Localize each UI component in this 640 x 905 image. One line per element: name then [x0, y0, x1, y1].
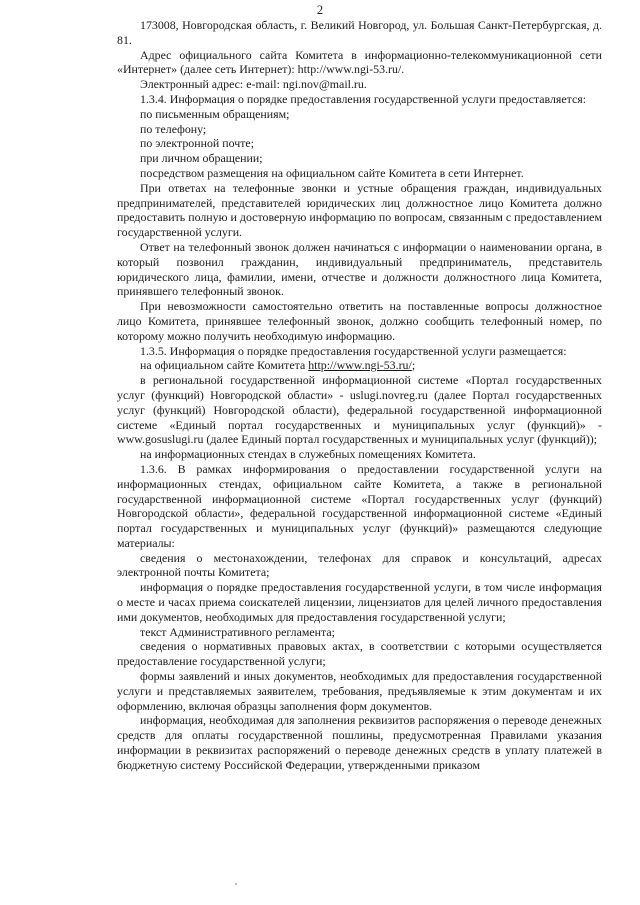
- list-item: текст Административного регламента;: [140, 624, 335, 639]
- document-body: [117, 18, 602, 773]
- list-item: формы заявлений и иных документов, необходимых для предоставления государственной услуги и представляемых заявителем, требования, предъявляемые к этим документам и их оформлению, включая образцы заполнения форм документов.: [117, 669, 602, 713]
- list-item: на информационных стендах в служебных помещениях Комитета.: [140, 447, 476, 462]
- list-item: по письменным обращениям;: [140, 106, 290, 121]
- email-address: Электронный адрес: e-mail: ngi.nov@mail.ru.: [140, 77, 367, 92]
- section-1-3-5: 1.3.5. Информация о порядке предоставления государственной услуги размещается:: [140, 343, 567, 358]
- section-1-3-4: 1.3.4. Информация о порядке предоставления государственной услуги предоставляется:: [140, 91, 587, 106]
- list-item: по телефону;: [140, 121, 207, 136]
- list-item: в региональной государственной информационной системе «Портал государственных услуг (функций) Новгородской области» - uslugi.novreg.ru (далее Портал государственных услуг (функций) Новгородской области), федеральной государственной информационной системе «Единый портал государственных и муниципальных услуг (функций)» - www.gosuslugi.ru (далее Единый портал государственных и муниципальных услуг (функций));: [117, 373, 602, 447]
- scan-speck: [235, 883, 237, 885]
- site-item-prefix: на официальном сайте Комитета: [140, 358, 309, 373]
- list-item: информация, необходимая для заполнения реквизитов распоряжения о переводе денежных средств для оплаты государственной пошлины, предусмотренная Правилами указания информации в реквизитах распоряжений о переводе денежных средств в уплату платежей в бюджетную систему Российской Федерации, утвержденными приказом: [117, 713, 602, 772]
- page-number: 2: [316, 3, 324, 17]
- section-1-3-6: 1.3.6. В рамках информирования о предоставлении государственной услуги на информационных стендах, официальном сайте Комитета, а также в региональной государственной информационной системе «Портал государственных услуг (функций) Новгородской области», федеральной государственной информационной системе «Единый портал государственных и муниципальных услуг (функций)» размещаются следующие материалы:: [117, 461, 602, 550]
- list-item: сведения о нормативных правовых актах, в соответствии с которыми осуществляется предоставление государственной услуги;: [117, 639, 602, 669]
- site-list-item: [117, 358, 602, 373]
- paragraph: При ответах на телефонные звонки и устные обращения граждан, индивидуальных предпринимателей, представителей юридических лиц должностное лицо Комитета должно предоставить полную и достоверную информацию по вопросам, связанным с предоставлением государственной услуги.: [117, 180, 602, 240]
- postal-address: 173008, Новгородская область, г. Великий Новгород, ул. Большая Санкт-Петербургская, д. 81.: [117, 18, 602, 47]
- paragraph: Ответ на телефонный звонок должен начинаться с информации о наименовании органа, в который позвонил гражданин, индивидуальный предприниматель, представитель юридического лица, фамилии, имени, отчестве и должности должностного лица Комитета, принявшего телефонный звонок.: [117, 239, 602, 299]
- site-item-suffix: ;: [411, 358, 416, 373]
- list-item: информация о порядке предоставления государственной услуги, в том числе информация о месте и часах приема соискателей лицензии, лицензиатов для целей личного предоставления ими документов, необходимых для предоставления государственной услуги;: [117, 580, 602, 624]
- list-item: при личном обращении;: [140, 151, 263, 166]
- paragraph: При невозможности самостоятельно ответить на поставленные вопросы должностное лицо Комитета, принявшее телефонный звонок, должно сообщить телефонный номер, по которому можно получить необходимую информацию.: [117, 299, 602, 343]
- website-address: Адрес официального сайта Комитета в информационно-телекоммуникационной сети «Интернет» (далее сеть Интернет): http://www.ngi-53.ru/.: [117, 47, 602, 77]
- site-link[interactable]: http://www.ngi-53.ru/: [308, 358, 412, 373]
- list-item: посредством размещения на официальном сайте Комитета в сети Интернет.: [140, 165, 524, 180]
- list-item: сведения о местонахождении, телефонах для справок и консультаций, адресах электронной почты Комитета;: [117, 550, 602, 580]
- list-item: по электронной почте;: [140, 136, 254, 151]
